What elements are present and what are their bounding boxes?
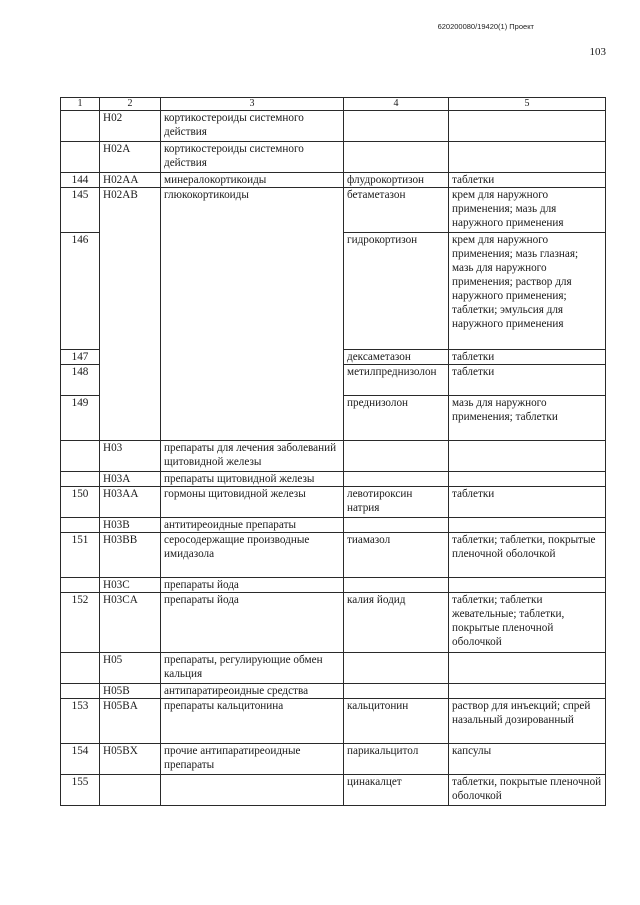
dosage-form-cell (449, 684, 606, 699)
column-header: 2 (100, 98, 161, 111)
drug-name-cell (344, 684, 449, 699)
dosage-form-cell (449, 441, 606, 472)
drug-name-cell (344, 142, 449, 173)
drug-name-cell: метилпреднизолон (344, 365, 449, 396)
drug-name-cell: кальцитонин (344, 699, 449, 744)
row-number-cell (61, 441, 100, 472)
dosage-form-cell: крем для наружного применения; мазь для наружного применения (449, 188, 606, 233)
row-number-cell: 147 (61, 350, 100, 365)
row-number-cell: 145 (61, 188, 100, 233)
group-name-cell: препараты кальцитонина (161, 699, 344, 744)
group-name-cell: кортикостероиды системного действия (161, 142, 344, 173)
column-header: 4 (344, 98, 449, 111)
atc-code-cell (100, 365, 161, 396)
dosage-form-cell (449, 111, 606, 142)
dosage-form-cell: таблетки; таблетки, покрытые пленочной оболочкой (449, 533, 606, 578)
atc-code-cell: H03CA (100, 593, 161, 653)
table-row (61, 111, 606, 142)
table-row (61, 578, 606, 593)
group-name-cell: препараты для лечения заболеваний щитовидной железы (161, 441, 344, 472)
atc-code-cell: H03AA (100, 487, 161, 518)
row-number-cell (61, 142, 100, 173)
atc-code-cell: H05BX (100, 744, 161, 775)
dosage-form-cell: таблетки (449, 173, 606, 188)
dosage-form-cell: таблетки (449, 365, 606, 396)
atc-code-cell: H03 (100, 441, 161, 472)
dosage-form-cell: раствор для инъекций; спрей назальный дозированный (449, 699, 606, 744)
atc-code-cell: H02 (100, 111, 161, 142)
table-header-row (61, 98, 606, 111)
table-row (61, 396, 606, 441)
drug-name-cell: преднизолон (344, 396, 449, 441)
group-name-cell: препараты щитовидной железы (161, 472, 344, 487)
row-number-cell: 152 (61, 593, 100, 653)
row-number-cell (61, 472, 100, 487)
table-row (61, 350, 606, 365)
dosage-form-cell (449, 472, 606, 487)
row-number-cell: 146 (61, 233, 100, 350)
group-name-cell: глюкокортикоиды (161, 188, 344, 233)
atc-code-cell (100, 775, 161, 806)
atc-code-cell: H02AB (100, 188, 161, 233)
table-row (61, 593, 606, 653)
group-name-cell (161, 396, 344, 441)
table-row (61, 699, 606, 744)
group-name-cell: кортикостероиды системного действия (161, 111, 344, 142)
dosage-form-cell: крем для наружного применения; мазь глазная; мазь для наружного применения; раствор для наружного применения; таблетки; эмульсия для наружного применения (449, 233, 606, 350)
column-header: 1 (61, 98, 100, 111)
table-row (61, 365, 606, 396)
group-name-cell: антипаратиреоидные средства (161, 684, 344, 699)
table-row (61, 142, 606, 173)
table-row (61, 173, 606, 188)
group-name-cell (161, 365, 344, 396)
row-number-cell (61, 684, 100, 699)
drug-name-cell: тиамазол (344, 533, 449, 578)
atc-code-cell (100, 350, 161, 365)
group-name-cell (161, 350, 344, 365)
drug-name-cell (344, 441, 449, 472)
atc-code-cell (100, 233, 161, 350)
drug-name-cell: левотироксин натрия (344, 487, 449, 518)
page-number: 103 (589, 46, 606, 58)
row-number-cell: 154 (61, 744, 100, 775)
drug-name-cell (344, 653, 449, 684)
group-name-cell: препараты, регулирующие обмен кальция (161, 653, 344, 684)
column-header: 5 (449, 98, 606, 111)
drug-name-cell: калия йодид (344, 593, 449, 653)
drug-name-cell: бетаметазон (344, 188, 449, 233)
atc-code-cell (100, 396, 161, 441)
row-number-cell: 155 (61, 775, 100, 806)
drug-name-cell: цинакалцет (344, 775, 449, 806)
dosage-form-cell: таблетки (449, 350, 606, 365)
atc-code-cell: H02A (100, 142, 161, 173)
row-number-cell: 151 (61, 533, 100, 578)
row-number-cell (61, 653, 100, 684)
table-row (61, 518, 606, 533)
atc-code-cell: H03A (100, 472, 161, 487)
dosage-form-cell (449, 578, 606, 593)
atc-code-cell: H05B (100, 684, 161, 699)
row-number-cell (61, 578, 100, 593)
group-name-cell: препараты йода (161, 593, 344, 653)
row-number-cell: 148 (61, 365, 100, 396)
column-header: 3 (161, 98, 344, 111)
atc-code-cell: H03B (100, 518, 161, 533)
group-name-cell: прочие антипаратиреоидные препараты (161, 744, 344, 775)
drug-name-cell (344, 472, 449, 487)
table-row (61, 775, 606, 806)
dosage-form-cell: таблетки; таблетки жевательные; таблетки, покрытые пленочной оболочкой (449, 593, 606, 653)
table-row (61, 684, 606, 699)
table-row (61, 744, 606, 775)
row-number-cell: 144 (61, 173, 100, 188)
drug-name-cell: дексаметазон (344, 350, 449, 365)
drug-table (60, 97, 606, 806)
group-name-cell: серосодержащие производные имидазола (161, 533, 344, 578)
dosage-form-cell (449, 653, 606, 684)
row-number-cell: 153 (61, 699, 100, 744)
group-name-cell: препараты йода (161, 578, 344, 593)
drug-name-cell: флудрокортизон (344, 173, 449, 188)
atc-code-cell: H03C (100, 578, 161, 593)
table-row (61, 472, 606, 487)
group-name-cell: минералокортикоиды (161, 173, 344, 188)
row-number-cell (61, 111, 100, 142)
drug-name-cell (344, 518, 449, 533)
group-name-cell: гормоны щитовидной железы (161, 487, 344, 518)
drug-name-cell (344, 578, 449, 593)
drug-name-cell: гидрокортизон (344, 233, 449, 350)
document-code: 620200080/19420(1) Проект (437, 22, 534, 31)
dosage-form-cell (449, 518, 606, 533)
table-row (61, 233, 606, 350)
row-number-cell: 149 (61, 396, 100, 441)
atc-code-cell: H03BB (100, 533, 161, 578)
dosage-form-cell: мазь для наружного применения; таблетки (449, 396, 606, 441)
atc-code-cell: H05BA (100, 699, 161, 744)
table-row (61, 653, 606, 684)
dosage-form-cell (449, 142, 606, 173)
row-number-cell: 150 (61, 487, 100, 518)
atc-code-cell: H05 (100, 653, 161, 684)
table-row (61, 487, 606, 518)
group-name-cell (161, 775, 344, 806)
group-name-cell: антитиреоидные препараты (161, 518, 344, 533)
table-row (61, 533, 606, 578)
dosage-form-cell: таблетки, покрытые пленочной оболочкой (449, 775, 606, 806)
row-number-cell (61, 518, 100, 533)
dosage-form-cell: таблетки (449, 487, 606, 518)
drug-name-cell (344, 111, 449, 142)
atc-code-cell: H02AA (100, 173, 161, 188)
dosage-form-cell: капсулы (449, 744, 606, 775)
table-row (61, 188, 606, 233)
table-row (61, 441, 606, 472)
drug-name-cell: парикальцитол (344, 744, 449, 775)
group-name-cell (161, 233, 344, 350)
